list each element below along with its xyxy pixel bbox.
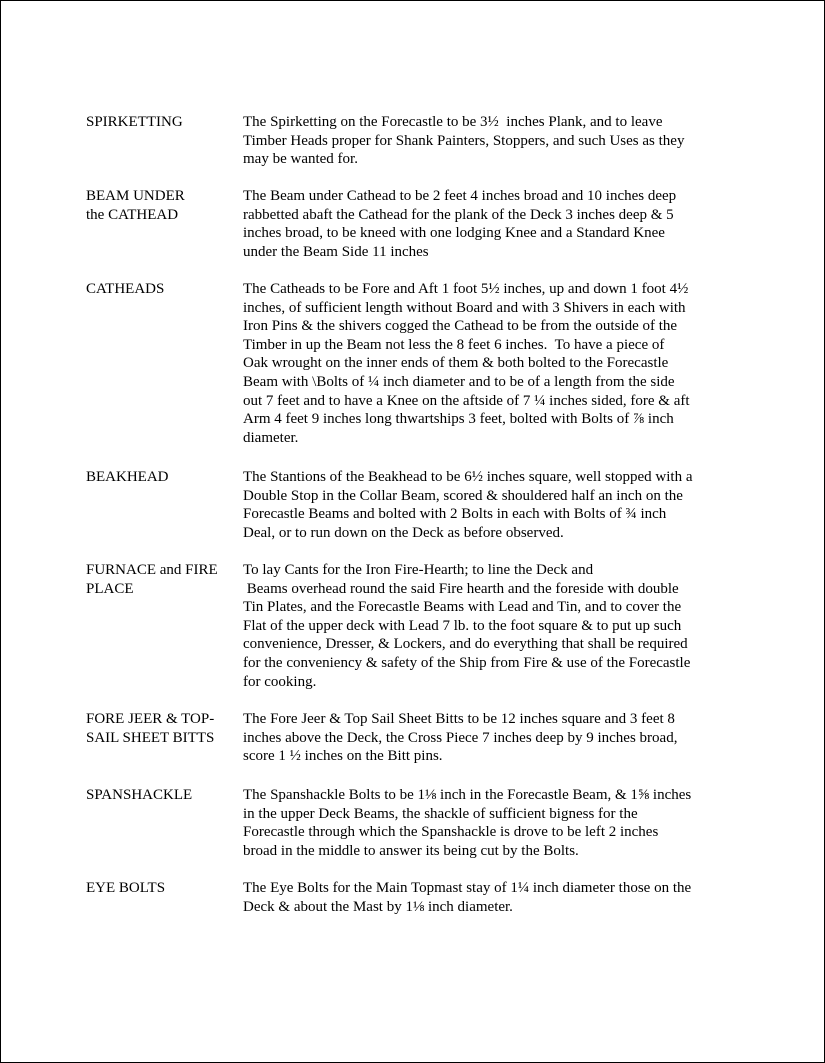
description-line: inches broad, to be kneed with one lodging Knee and a Standard Knee	[243, 225, 665, 242]
description-line: Tin Plates, and the Forecastle Beams with Lead and Tin, and to cover the	[243, 599, 682, 616]
description-line: Beams overhead round the said Fire hearth and the foreside with double	[243, 580, 679, 597]
description-line: The Spirketting on the Forecastle to be 3½ inches Plank, and to leave	[243, 114, 663, 130]
entry-term: SPANSHACKLE	[86, 787, 193, 803]
description-line: Deck & about the Mast by 1⅛ inch diameter.	[243, 898, 513, 915]
description-line: Arm 4 feet 9 inches long thwartships 3 feet, bolted with Bolts of ⅞ inch	[243, 411, 674, 428]
description-line: for the conveniency & safety of the Ship from Fire & use of the Forecastle	[243, 654, 691, 671]
description-line: The Spanshackle Bolts to be 1⅛ inch in the Forecastle Beam, & 1⅝ inches	[243, 787, 692, 803]
description-line: To lay Cants for the Iron Fire-Hearth; to line the Deck and	[243, 562, 594, 578]
description-line: Oak wrought on the inner ends of them & both bolted to the Forecastle	[243, 355, 669, 372]
description-line: inches above the Deck, the Cross Piece 7 inches deep by 9 inches broad,	[243, 729, 678, 746]
description-line: Beam with \Bolts of ¼ inch diameter and to be of a length from the side	[243, 373, 675, 390]
entry-description	[243, 879, 733, 916]
entry-description	[243, 561, 733, 691]
entry-term: CATHEADS	[86, 281, 165, 297]
description-line: Timber Heads proper for Shank Painters, Stoppers, and such Uses as they	[243, 132, 685, 149]
entry-description	[243, 468, 733, 542]
description-line: diameter.	[243, 429, 299, 446]
description-line: under the Beam Side 11 inches	[243, 243, 429, 260]
description-line: Deal, or to run down on the Deck as before observed.	[243, 524, 564, 541]
description-line: rabbetted abaft the Cathead for the plank of the Deck 3 inches deep & 5	[243, 206, 674, 223]
description-line: The Catheads to be Fore and Aft 1 foot 5½ inches, up and down 1 foot 4½	[243, 281, 689, 297]
entry-term: BEAKHEAD	[86, 469, 169, 485]
description-line: in the upper Deck Beams, the shackle of sufficient bigness for the	[243, 805, 638, 822]
entry-description	[243, 710, 733, 766]
entry-description	[243, 187, 733, 261]
entry-term: SPIRKETTING	[86, 114, 183, 130]
description-line: The Fore Jeer & Top Sail Sheet Bitts to be 12 inches square and 3 feet 8	[243, 711, 675, 727]
description-line: out 7 feet and to have a Knee on the aftside of 7 ¼ inches sided, fore & aft	[243, 392, 690, 409]
description-line: score 1 ½ inches on the Bitt pins.	[243, 748, 443, 765]
description-line: broad in the middle to answer its being cut by the Bolts.	[243, 842, 579, 859]
description-line: Timber in up the Beam not less the 8 feet 6 inches. To have a piece of	[243, 336, 665, 353]
description-line: Forecastle through which the Spanshackle is drove to be left 2 inches	[243, 824, 659, 841]
entry-term: FORE JEER & TOP- SAIL SHEET BITTS	[86, 711, 215, 746]
description-line: inches, of sufficient length without Board and with 3 Shivers in each with	[243, 299, 686, 316]
entry-description	[243, 280, 733, 447]
description-line: The Stantions of the Beakhead to be 6½ inches square, well stopped with a	[243, 469, 693, 485]
entry-description	[243, 786, 733, 860]
description-line: Iron Pins & the shivers cogged the Cathead to be from the outside of the	[243, 318, 678, 335]
entry-term: EYE BOLTS	[86, 880, 166, 896]
description-line: may be wanted for.	[243, 151, 358, 168]
description-line: Double Stop in the Collar Beam, scored & shouldered half an inch on the	[243, 487, 683, 504]
description-line: Flat of the upper deck with Lead 7 lb. to the foot square & to put up such	[243, 617, 682, 634]
description-line: for cooking.	[243, 673, 317, 690]
entry-term: BEAM UNDER the CATHEAD	[86, 188, 185, 223]
entry-term: FURNACE and FIRE PLACE	[86, 562, 218, 597]
description-line: The Beam under Cathead to be 2 feet 4 inches broad and 10 inches deep	[243, 188, 677, 204]
description-line: convenience, Dresser, & Lockers, and do everything that shall be required	[243, 636, 688, 653]
entry-description	[243, 113, 733, 169]
description-line: The Eye Bolts for the Main Topmast stay of 1¼ inch diameter those on the	[243, 880, 692, 896]
description-line: Forecastle Beams and bolted with 2 Bolts in each with Bolts of ¾ inch	[243, 506, 667, 523]
